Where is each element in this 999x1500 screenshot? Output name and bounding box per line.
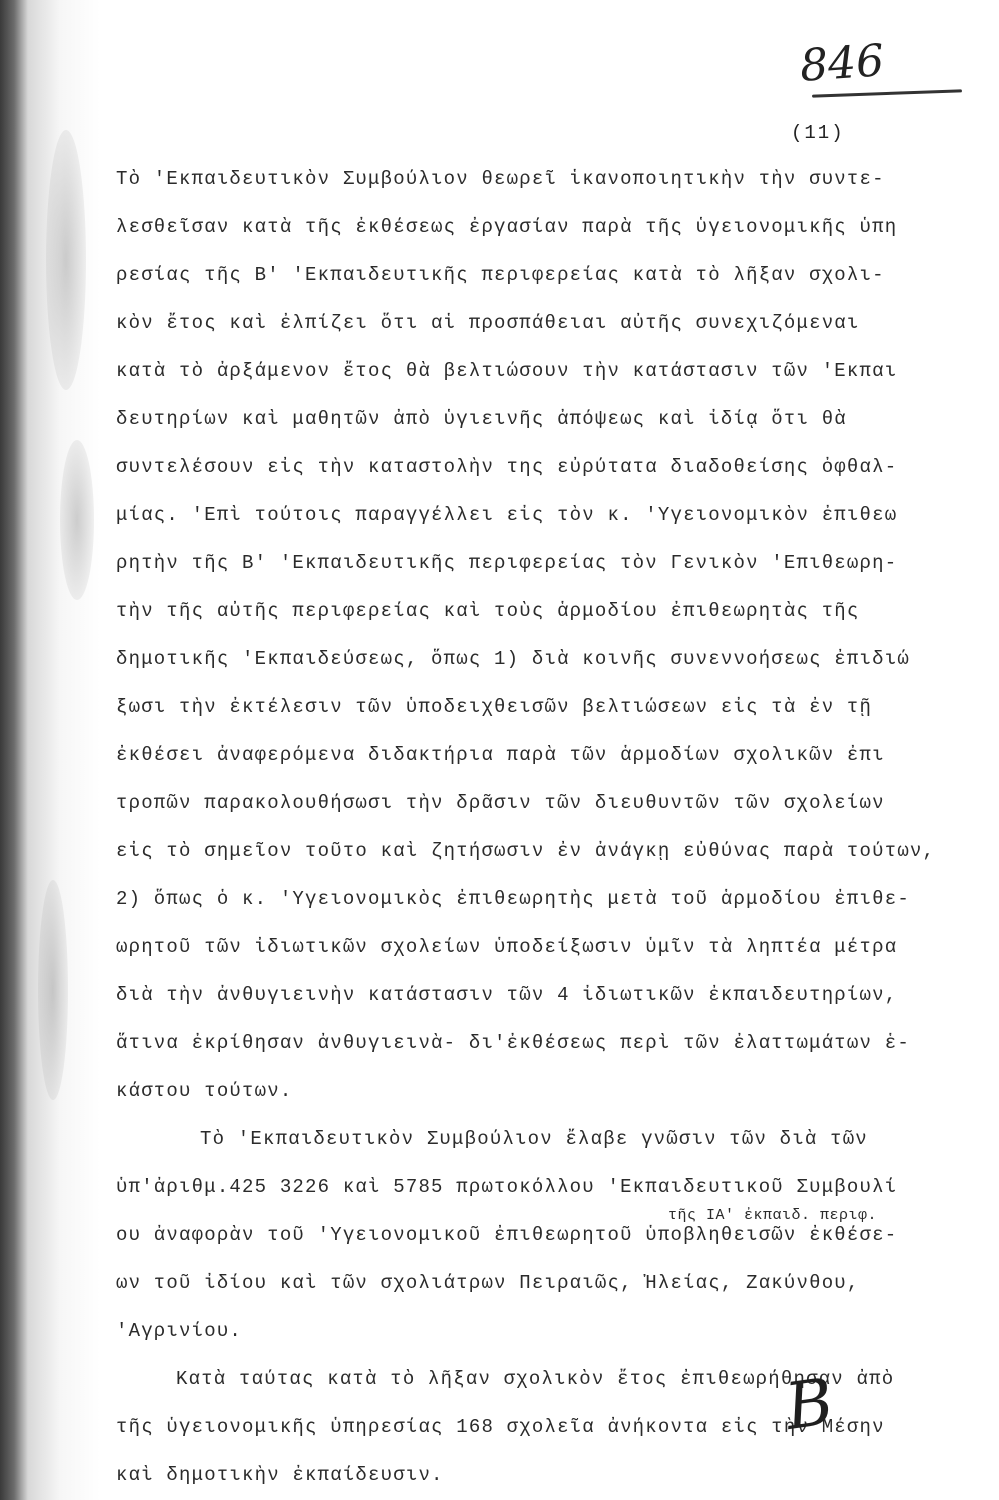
text-line: καὶ δημοτικὴν ἐκπαίδευσιν. (116, 1464, 444, 1486)
text-line: δημοτικῆς 'Εκπαιδεύσεως, ὅπως 1) διὰ κοινῆς συνεννοήσεως ἐπιδιώ (116, 648, 910, 670)
text-line: συντελέσουν εἰς τὴν καταστολὴν της εὐρύτατα διαδοθείσης ὀφθαλ- (116, 456, 898, 478)
text-line: ὑπ'ἀριθμ.425 3226 καὶ 5785 πρωτοκόλλου 'Εκπαιδευτικοῦ Συμβουλί (116, 1176, 898, 1198)
text-line: δευτηρίων καὶ μαθητῶν ἀπὸ ὑγιεινῆς ἀπόψεως καὶ ἰδίᾳ ὅτι θὰ (116, 408, 847, 430)
text-line: ου ἀναφορὰν τοῦ 'Υγειονομικοῦ ἐπιθεωρητοῦ ὑποβληθεισῶν ἐκθέσε- (116, 1224, 898, 1246)
text-line: Κατὰ ταύτας κατὰ τὸ λῆξαν σχολικὸν ἔτος ἐπιθεωρήθησαν ἀπὸ (176, 1368, 895, 1390)
text-line: 'Αγρινίου. (116, 1320, 243, 1342)
text-line: κατὰ τὸ ἀρξάμενον ἔτος θὰ βελτιώσουν τὴν κατάστασιν τῶν 'Εκπαι (116, 360, 898, 382)
text-line: ων τοῦ ἰδίου καὶ τῶν σχολιάτρων Πειραιῶς, Ἠλείας, Ζακύνθου, (116, 1272, 860, 1294)
text-line: λεσθεῖσαν κατὰ τῆς ἐκθέσεως ἐργασίαν παρὰ τῆς ὑγειονομικῆς ὑπη (116, 216, 898, 238)
handwritten-insert: τῆς ΙΑ' ἐκπαιδ. περιφ. (668, 1207, 878, 1224)
sequence-number: (11) (791, 122, 845, 144)
text-line: ξωσι τὴν ἐκτέλεσιν τῶν ὑποδειχθεισῶν βελτιώσεων εἰς τὰ ἐν τῇ (116, 696, 873, 718)
text-line: 2) ὅπως ὁ κ. 'Υγειονομικὸς ἐπιθεωρητὴς μετὰ τοῦ ἁρμοδίου ἐπιθε- (116, 888, 910, 910)
text-line: ωρητοῦ τῶν ἰδιωτικῶν σχολείων ὑποδείξωσιν ὑμῖν τὰ ληπτέα μέτρα (116, 936, 898, 958)
scan-smudge (60, 440, 94, 600)
text-line: τὴν τῆς αὐτῆς περιφερείας καὶ τοὺς ἁρμοδίου ἐπιθεωρητὰς τῆς (116, 600, 860, 622)
text-line: κάστου τούτων. (116, 1080, 293, 1102)
text-line: ρητὴν τῆς Β' 'Εκπαιδευτικῆς περιφερείας τὸν Γενικὸν 'Επιθεωρη- (116, 552, 898, 574)
text-line: ἅτινα ἐκρίθησαν ἀνθυγιεινὰ- δι'ἐκθέσεως περὶ τῶν ἐλαττωμάτων ἑ- (116, 1032, 910, 1054)
page-number: 846 (798, 35, 886, 92)
text-line: Τὸ 'Εκπαιδευτικὸν Συμβούλιον θεωρεῖ ἱκανοποιητικὴν τὴν συντε- (116, 168, 885, 190)
text-line: εἰς τὸ σημεῖον τοῦτο καὶ ζητήσωσιν ἐν ἀνάγκῃ εὐθύνας παρὰ τούτων, (116, 840, 936, 862)
text-line: διὰ τὴν ἀνθυγιεινὴν κατάστασιν τῶν 4 ἰδιωτικῶν ἐκπαιδευτηρίων, (116, 984, 898, 1006)
text-line: τῆς ὑγειονομικῆς ὑπηρεσίας 168 σχολεῖα ἀνήκοντα εἰς τὴν Μέσην (116, 1416, 885, 1438)
text-line: Τὸ 'Εκπαιδευτικὸν Συμβούλιον ἔλαβε γνῶσιν τῶν διὰ τῶν (200, 1128, 868, 1150)
text-line: ρεσίας τῆς Β' 'Εκπαιδευτικῆς περιφερείας κατὰ τὸ λῆξαν σχολι- (116, 264, 885, 286)
scan-smudge (38, 880, 68, 1100)
text-line: κὸν ἔτος καὶ ἐλπίζει ὅτι αἱ προσπάθειαι αὐτῆς συνεχιζόμεναι (116, 312, 860, 334)
scan-smudge (46, 130, 86, 390)
page-number-underline (812, 89, 962, 97)
text-line: μίας. 'Επὶ τούτοις παραγγέλλει εἰς τὸν κ. 'Υγειονομικὸν ἐπιθεω (116, 504, 898, 526)
signature: Β (781, 1365, 838, 1445)
text-line: τροπῶν παρακολουθήσωσι τὴν δρᾶσιν τῶν διευθυντῶν τῶν σχολείων (116, 792, 885, 814)
text-line: ἐκθέσει ἀναφερόμενα διδακτήρια παρὰ τῶν ἁρμοδίων σχολικῶν ἐπι (116, 744, 885, 766)
